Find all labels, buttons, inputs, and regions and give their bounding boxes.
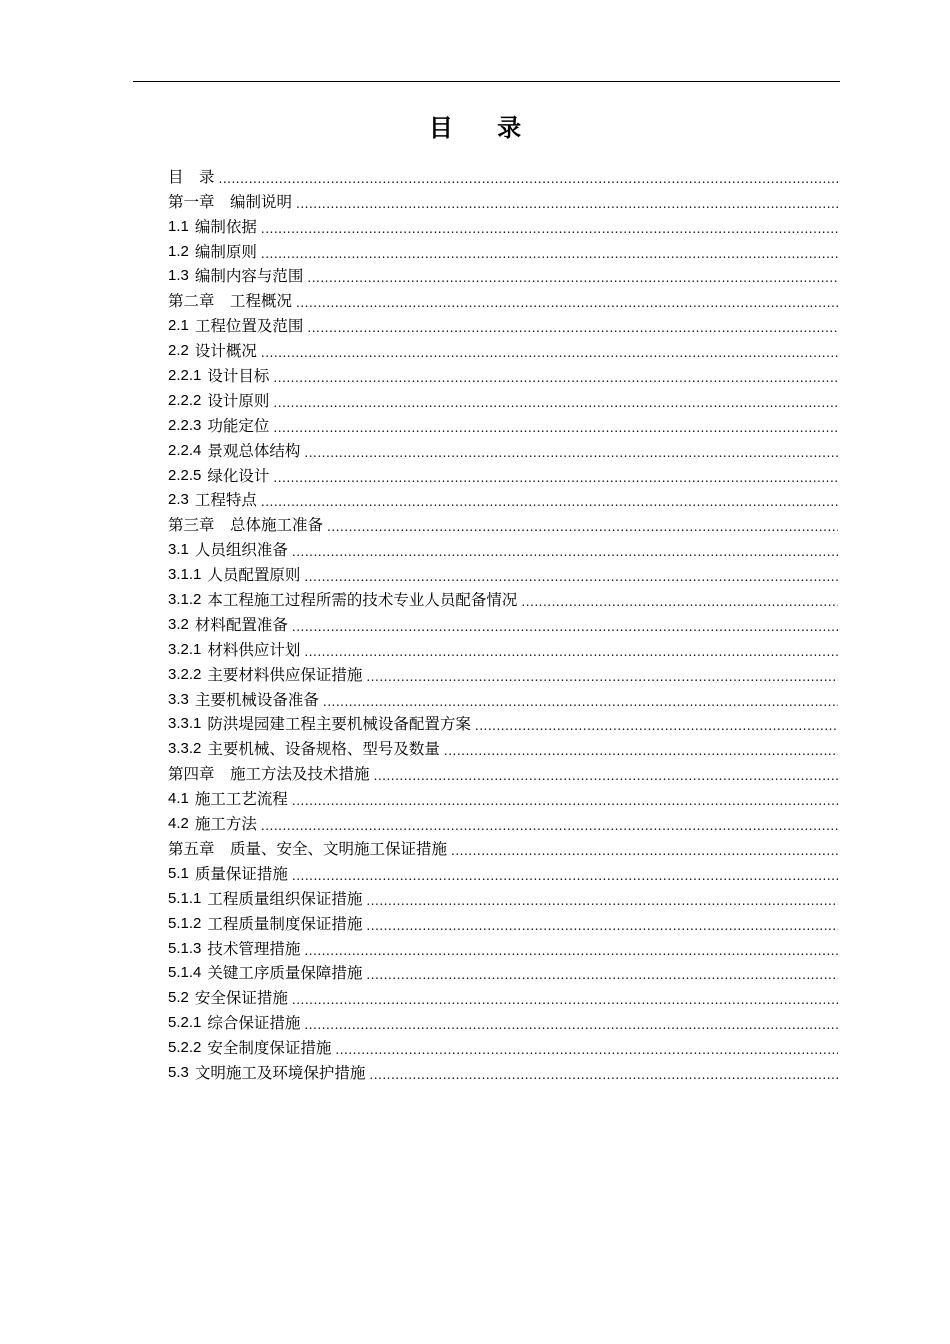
toc-entry[interactable] bbox=[168, 213, 838, 238]
toc-entry[interactable] bbox=[168, 910, 838, 935]
toc-entry-number: 1.2 bbox=[168, 242, 189, 260]
toc-dot-leader bbox=[366, 966, 838, 984]
toc-entry-number: 3.3 bbox=[168, 690, 189, 708]
toc-entry-label: 工程质量组织保证措施 bbox=[207, 889, 363, 908]
toc-dot-leader bbox=[374, 767, 838, 785]
toc-dot-leader bbox=[366, 668, 838, 686]
toc-dot-leader bbox=[273, 394, 838, 412]
toc-entry-label: 功能定位 bbox=[207, 416, 270, 435]
toc-dot-leader bbox=[304, 942, 838, 960]
toc-dot-leader bbox=[296, 195, 838, 213]
toc-entry-label: 防洪堤园建工程主要机械设备配置方案 bbox=[207, 715, 471, 734]
toc-entry-number: 5.1 bbox=[168, 864, 189, 882]
toc-entry-label: 工程特点 bbox=[194, 491, 257, 510]
toc-entry-number: 4.2 bbox=[168, 815, 189, 833]
toc-dot-leader bbox=[261, 245, 838, 263]
toc-entry-number: 2.3 bbox=[168, 491, 189, 509]
toc-entry-label: 主要材料供应保证措施 bbox=[207, 665, 363, 684]
toc-entry-number: 3.2.2 bbox=[168, 665, 202, 683]
toc-dot-leader bbox=[304, 568, 838, 586]
toc-entry-number: 4.1 bbox=[168, 790, 189, 808]
toc-dot-leader bbox=[335, 1041, 838, 1059]
toc-entry[interactable] bbox=[168, 711, 838, 736]
toc-entry-label: 设计原则 bbox=[207, 391, 270, 410]
toc-entry[interactable] bbox=[168, 263, 838, 288]
toc-entry[interactable] bbox=[168, 188, 838, 213]
toc-entry-label: 编制依据 bbox=[194, 217, 257, 236]
toc-entry-number: 5.2.2 bbox=[168, 1039, 202, 1057]
toc-entry-label: 目 录 bbox=[168, 167, 215, 186]
toc-entry-label: 施工方法 bbox=[194, 815, 257, 834]
toc-entry[interactable] bbox=[168, 337, 838, 362]
toc-entry-label: 绿化设计 bbox=[207, 466, 270, 485]
toc-entry-number: 2.2 bbox=[168, 342, 189, 360]
toc-entry-label: 综合保证措施 bbox=[207, 1014, 301, 1033]
toc-entry-number: 5.1.1 bbox=[168, 889, 202, 907]
toc-entry[interactable] bbox=[168, 312, 838, 337]
toc-dot-leader bbox=[327, 518, 838, 536]
toc-dot-leader bbox=[451, 842, 838, 860]
toc-entry[interactable] bbox=[168, 611, 838, 636]
toc-entry-label: 施工工艺流程 bbox=[194, 790, 288, 809]
toc-entry-label: 技术管理措施 bbox=[207, 939, 301, 958]
toc-dot-leader bbox=[444, 742, 838, 760]
toc-entry-number: 3.3.1 bbox=[168, 715, 202, 733]
toc-entry-label: 材料配置准备 bbox=[194, 615, 288, 634]
toc-entry[interactable] bbox=[168, 984, 838, 1009]
toc-dot-leader bbox=[273, 369, 838, 387]
toc-entry[interactable] bbox=[168, 810, 838, 835]
toc-dot-leader bbox=[521, 593, 838, 611]
toc-entry-label: 工程质量制度保证措施 bbox=[207, 914, 363, 933]
toc-entry-number: 5.2 bbox=[168, 989, 189, 1007]
toc-dot-leader bbox=[304, 1016, 838, 1034]
toc-dot-leader bbox=[369, 1066, 838, 1084]
table-of-contents bbox=[168, 163, 838, 1084]
toc-entry-number: 5.2.1 bbox=[168, 1014, 202, 1032]
toc-dot-leader bbox=[366, 917, 838, 935]
toc-entry[interactable] bbox=[168, 362, 838, 387]
toc-entry[interactable] bbox=[168, 760, 838, 785]
toc-entry-label: 工程位置及范围 bbox=[194, 317, 304, 336]
toc-dot-leader bbox=[304, 643, 838, 661]
toc-entry[interactable] bbox=[168, 1034, 838, 1059]
toc-dot-leader bbox=[273, 469, 838, 487]
toc-entry[interactable] bbox=[168, 437, 838, 462]
toc-entry-label: 人员组织准备 bbox=[194, 541, 288, 560]
toc-entry-number: 5.1.2 bbox=[168, 914, 202, 932]
toc-entry-label: 第四章 施工方法及技术措施 bbox=[168, 765, 370, 784]
toc-entry-number: 3.1 bbox=[168, 541, 189, 559]
toc-dot-leader bbox=[307, 319, 838, 337]
toc-entry-number: 5.1.4 bbox=[168, 964, 202, 982]
toc-entry-label: 第三章 总体施工准备 bbox=[168, 516, 324, 535]
toc-entry[interactable] bbox=[168, 287, 838, 312]
toc-entry-label: 第一章 编制说明 bbox=[168, 192, 293, 211]
toc-dot-leader bbox=[475, 717, 838, 735]
toc-entry[interactable] bbox=[168, 487, 838, 512]
toc-entry-label: 第二章 工程概况 bbox=[168, 292, 293, 311]
toc-entry-label: 材料供应计划 bbox=[207, 640, 301, 659]
toc-entry-label: 安全保证措施 bbox=[194, 989, 288, 1008]
toc-entry[interactable] bbox=[168, 238, 838, 263]
toc-entry-number: 2.2.2 bbox=[168, 391, 202, 409]
toc-dot-leader bbox=[261, 220, 838, 238]
toc-entry-number: 3.1.2 bbox=[168, 591, 202, 609]
toc-entry-number: 3.1.1 bbox=[168, 566, 202, 584]
toc-entry[interactable] bbox=[168, 561, 838, 586]
toc-dot-leader bbox=[261, 817, 838, 835]
toc-dot-leader bbox=[292, 792, 838, 810]
toc-entry[interactable] bbox=[168, 511, 838, 536]
toc-entry[interactable] bbox=[168, 412, 838, 437]
toc-dot-leader bbox=[296, 294, 838, 312]
toc-entry[interactable] bbox=[168, 935, 838, 960]
toc-dot-leader bbox=[292, 991, 838, 1009]
toc-entry-label: 设计目标 bbox=[207, 367, 270, 386]
toc-entry-number: 2.2.5 bbox=[168, 466, 202, 484]
toc-entry-label: 人员配置原则 bbox=[207, 566, 301, 585]
toc-entry-label: 关键工序质量保障措施 bbox=[207, 964, 363, 983]
toc-entry-number: 2.2.3 bbox=[168, 416, 202, 434]
toc-entry[interactable] bbox=[168, 1059, 838, 1084]
toc-dot-leader bbox=[292, 867, 838, 885]
toc-entry[interactable] bbox=[168, 1009, 838, 1034]
toc-entry[interactable] bbox=[168, 387, 838, 412]
toc-entry[interactable] bbox=[168, 835, 838, 860]
toc-entry[interactable] bbox=[168, 636, 838, 661]
toc-entry-label: 景观总体结构 bbox=[207, 441, 301, 460]
toc-dot-leader bbox=[323, 693, 838, 711]
toc-dot-leader bbox=[292, 543, 838, 561]
toc-entry-number: 1.1 bbox=[168, 217, 189, 235]
toc-dot-leader bbox=[261, 344, 838, 362]
page-title: 目 录 bbox=[428, 114, 540, 142]
toc-entry-label: 主要机械、设备规格、型号及数量 bbox=[207, 740, 440, 759]
toc-dot-leader bbox=[307, 269, 838, 287]
toc-entry[interactable] bbox=[168, 163, 838, 188]
toc-entry-label: 编制内容与范围 bbox=[194, 267, 304, 286]
toc-dot-leader bbox=[304, 444, 838, 462]
toc-dot-leader bbox=[273, 419, 838, 437]
toc-entry-number: 5.1.3 bbox=[168, 939, 202, 957]
toc-entry-number: 2.2.1 bbox=[168, 367, 202, 385]
toc-entry[interactable] bbox=[168, 462, 838, 487]
toc-entry-label: 第五章 质量、安全、文明施工保证措施 bbox=[168, 839, 448, 858]
toc-entry[interactable] bbox=[168, 586, 838, 611]
toc-dot-leader bbox=[261, 493, 838, 511]
toc-entry-label: 设计概况 bbox=[194, 342, 257, 361]
toc-entry[interactable] bbox=[168, 960, 838, 985]
toc-entry-number: 3.3.2 bbox=[168, 740, 202, 758]
toc-entry-number: 1.3 bbox=[168, 267, 189, 285]
toc-dot-leader bbox=[219, 170, 838, 188]
toc-entry[interactable] bbox=[168, 686, 838, 711]
toc-entry-number: 5.3 bbox=[168, 1063, 189, 1081]
toc-entry-number: 3.2.1 bbox=[168, 640, 202, 658]
toc-entry-label: 文明施工及环境保护措施 bbox=[194, 1063, 366, 1082]
toc-entry[interactable] bbox=[168, 735, 838, 760]
toc-entry-label: 安全制度保证措施 bbox=[207, 1039, 332, 1058]
toc-entry-label: 主要机械设备准备 bbox=[194, 690, 319, 709]
toc-entry-number: 3.2 bbox=[168, 615, 189, 633]
toc-entry-number: 2.2.4 bbox=[168, 441, 202, 459]
toc-entry[interactable] bbox=[168, 785, 838, 810]
toc-entry-label: 质量保证措施 bbox=[194, 864, 288, 883]
toc-dot-leader bbox=[292, 618, 838, 636]
header-rule bbox=[133, 81, 840, 82]
toc-entry-number: 2.1 bbox=[168, 317, 189, 335]
toc-entry-label: 本工程施工过程所需的技术专业人员配备情况 bbox=[207, 591, 518, 610]
toc-entry[interactable] bbox=[168, 860, 838, 885]
toc-entry[interactable] bbox=[168, 885, 838, 910]
toc-entry[interactable] bbox=[168, 536, 838, 561]
toc-entry[interactable] bbox=[168, 661, 838, 686]
toc-dot-leader bbox=[366, 892, 838, 910]
toc-entry-label: 编制原则 bbox=[194, 242, 257, 261]
